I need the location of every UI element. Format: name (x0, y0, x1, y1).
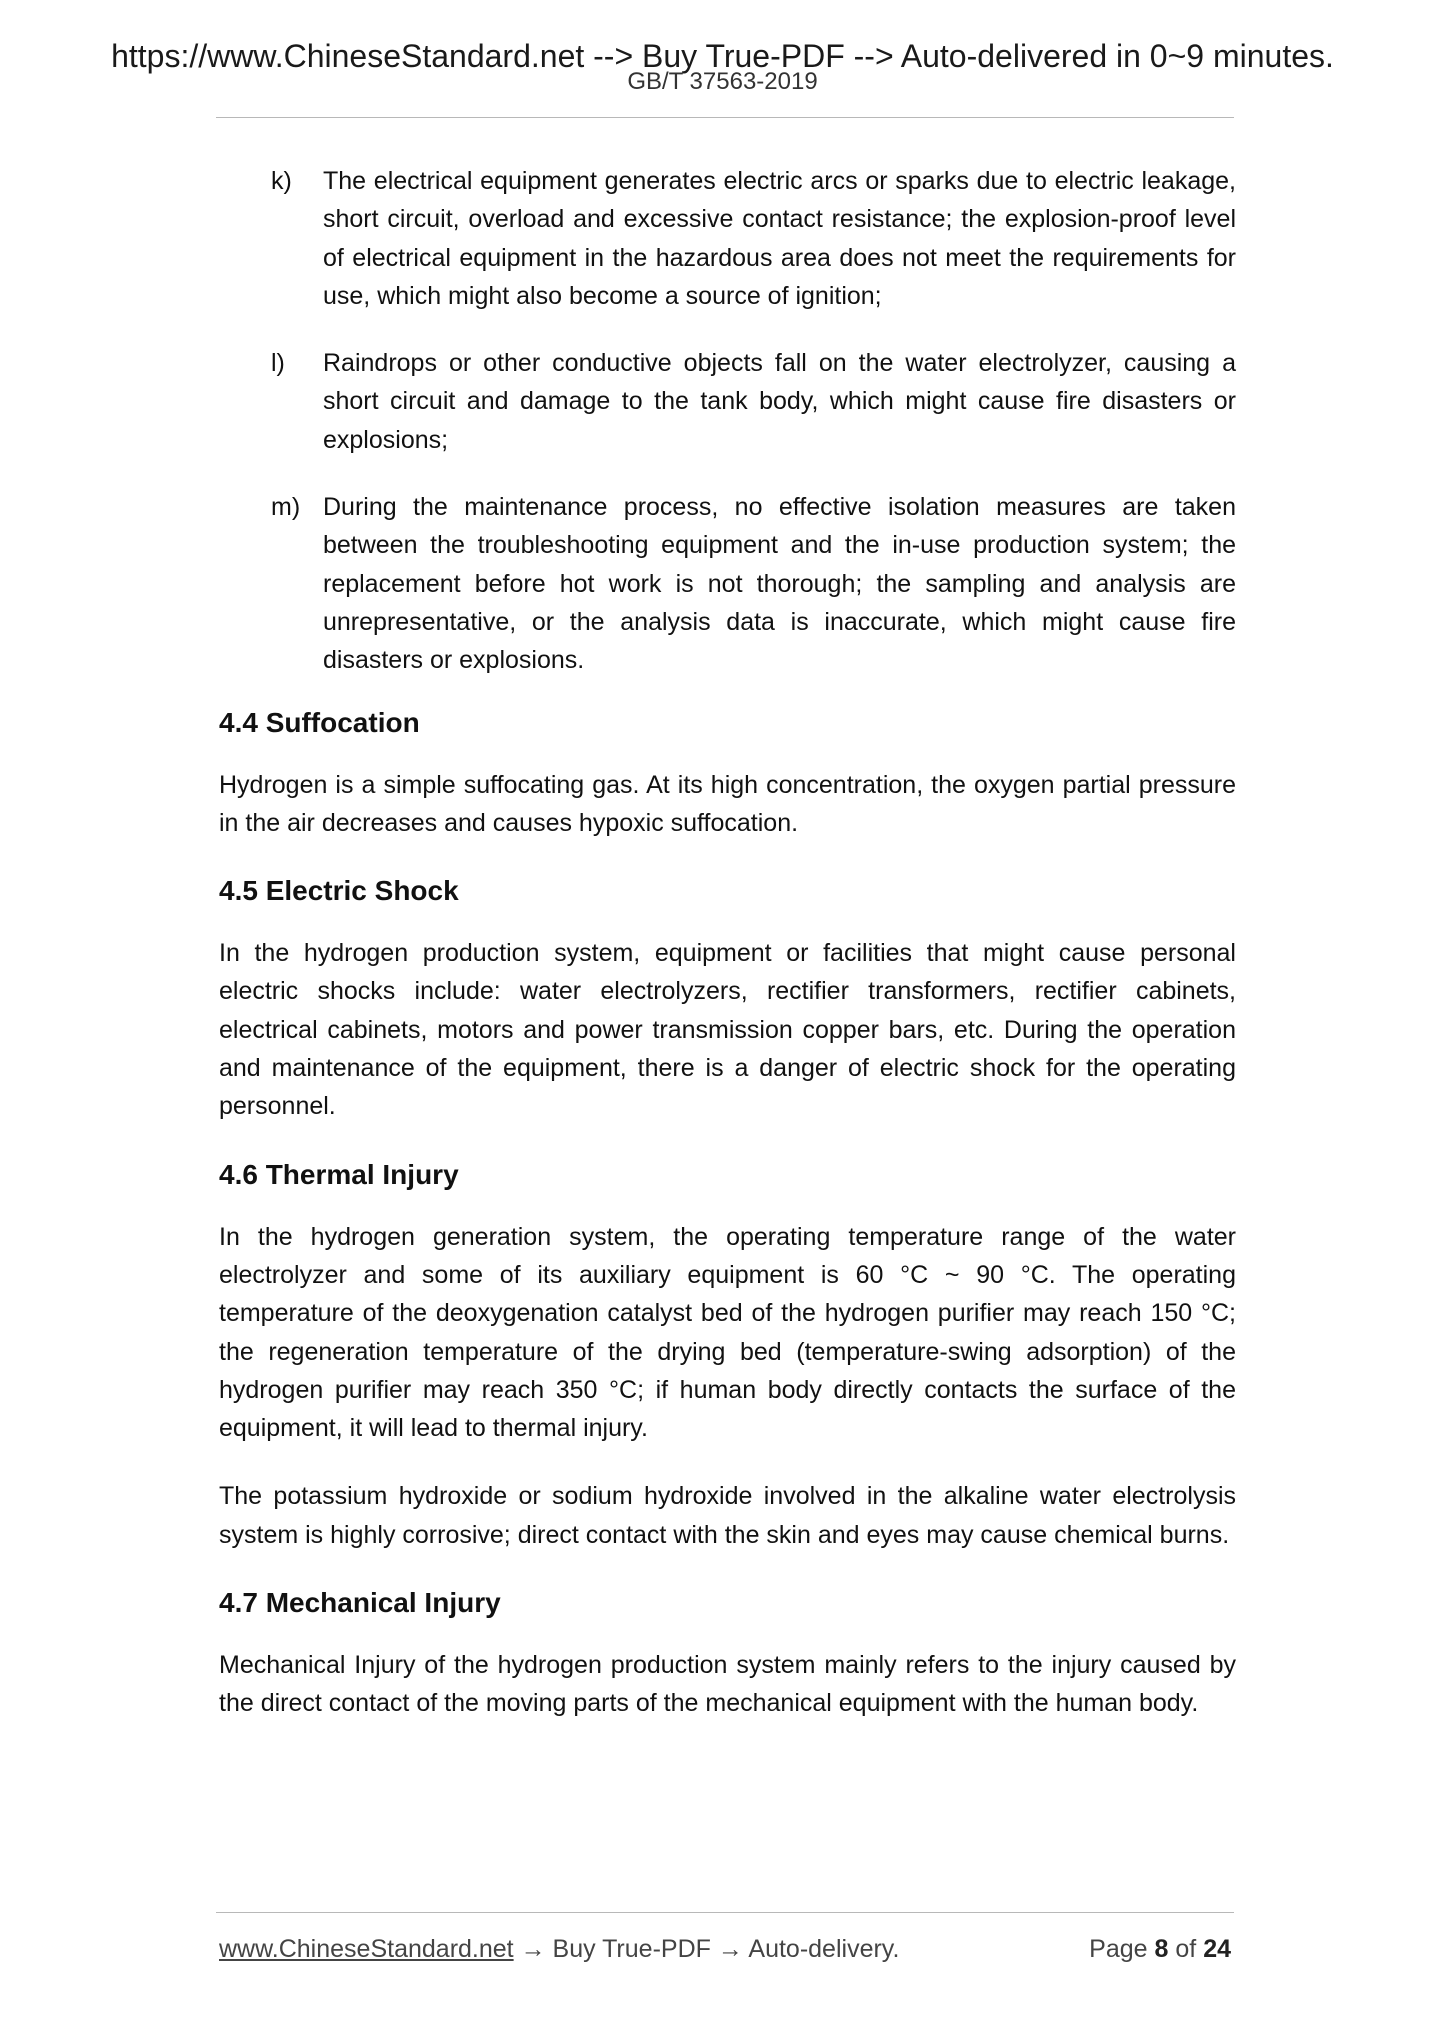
page-total: 24 (1203, 1935, 1231, 1963)
list-marker: l) (271, 349, 285, 378)
list-item (219, 162, 1236, 315)
page-label: Page (1089, 1935, 1148, 1963)
header-divider (216, 117, 1234, 118)
section-heading-mechanical-injury: 4.7 Mechanical Injury (219, 1587, 501, 1619)
footer-left (219, 1935, 899, 1964)
paragraph: Hydrogen is a simple suffocating gas. At its high concentration, the oxygen partial pressure in the air decreases and causes hypoxic suffocation. (219, 770, 1236, 837)
paragraph: Mechanical Injury of the hydrogen production system mainly refers to the injury caused by the direct contact of the moving parts of the mechanical equipment with the human body. (219, 1651, 1236, 1718)
page-current: 8 (1154, 1935, 1169, 1963)
footer-tagline: → Buy True-PDF → Auto-delivery. (513, 1935, 900, 1963)
list-marker: k) (271, 167, 292, 195)
section-heading-electric-shock: 4.5 Electric Shock (219, 875, 459, 907)
page-of: of (1175, 1935, 1197, 1963)
list-item (219, 488, 1236, 679)
site-link[interactable]: www.ChineseStandard.net (219, 1935, 514, 1963)
paragraph: In the hydrogen production system, equipment or facilities that might cause personal electric shocks include: water electrolyzers, rectifier transformers, rectifier cabinets, electrical cabinets, motors and power transmission copper bars, etc. During the operation and maintenance of the equipment, there is a danger of electric shock for the operating personnel. (219, 939, 1236, 1121)
standard-code: GB/T 37563-2019 (627, 68, 818, 95)
footer-divider (216, 1912, 1234, 1913)
paragraph: In the hydrogen generation system, the operating temperature range of the water electrolyzer and some of its auxiliary equipment is 60 °C ~ 90 °C. The operating temperature of the deoxygenation catalyst bed of the hydrogen purifier may reach 150 °C; the regeneration temperature of the drying bed (temperature-swing adsorption) of the hydrogen purifier may reach 350 °C; if human body directly contacts the surface of the equipment, it will lead to thermal injury. (219, 1222, 1236, 1443)
list-marker: m) (271, 493, 301, 522)
paragraph: The potassium hydroxide or sodium hydroxide involved in the alkaline water electrolysis system is highly corrosive; direct contact with the skin and eyes may cause chemical burns. (219, 1482, 1236, 1549)
section-heading-thermal-injury: 4.6 Thermal Injury (219, 1158, 459, 1190)
section-heading-suffocation: 4.4 Suffocation (219, 706, 420, 738)
list-item-text: During the maintenance process, no effective isolation measures are taken between the troubleshooting equipment and the in-use production system; the replacement before hot work is not thorough; the sampling and analysis are unrepresentative, or the analysis data is inaccurate, which might cause fire disasters or explosions. (323, 493, 1236, 675)
page-indicator (1089, 1935, 1231, 1964)
list-item-text: The electrical equipment generates electric arcs or sparks due to electric leakage, short circuit, overload and excessive contact resistance; the explosion-proof level of electrical equipment in the hazardous area does not meet the requirements for use, which might also become a source of ignition; (323, 167, 1236, 310)
list-item (219, 344, 1236, 459)
page-footer (219, 1935, 1231, 1964)
list-item-text: Raindrops or other conductive objects fall on the water electrolyzer, causing a short circuit and damage to the tank body, which might cause fire disasters or explosions; (323, 349, 1236, 454)
document-body (219, 162, 1236, 1753)
top-banner: https://www.ChineseStandard.net --> Buy True-PDF --> Auto-delivered in 0~9 minutes. (111, 38, 1334, 74)
